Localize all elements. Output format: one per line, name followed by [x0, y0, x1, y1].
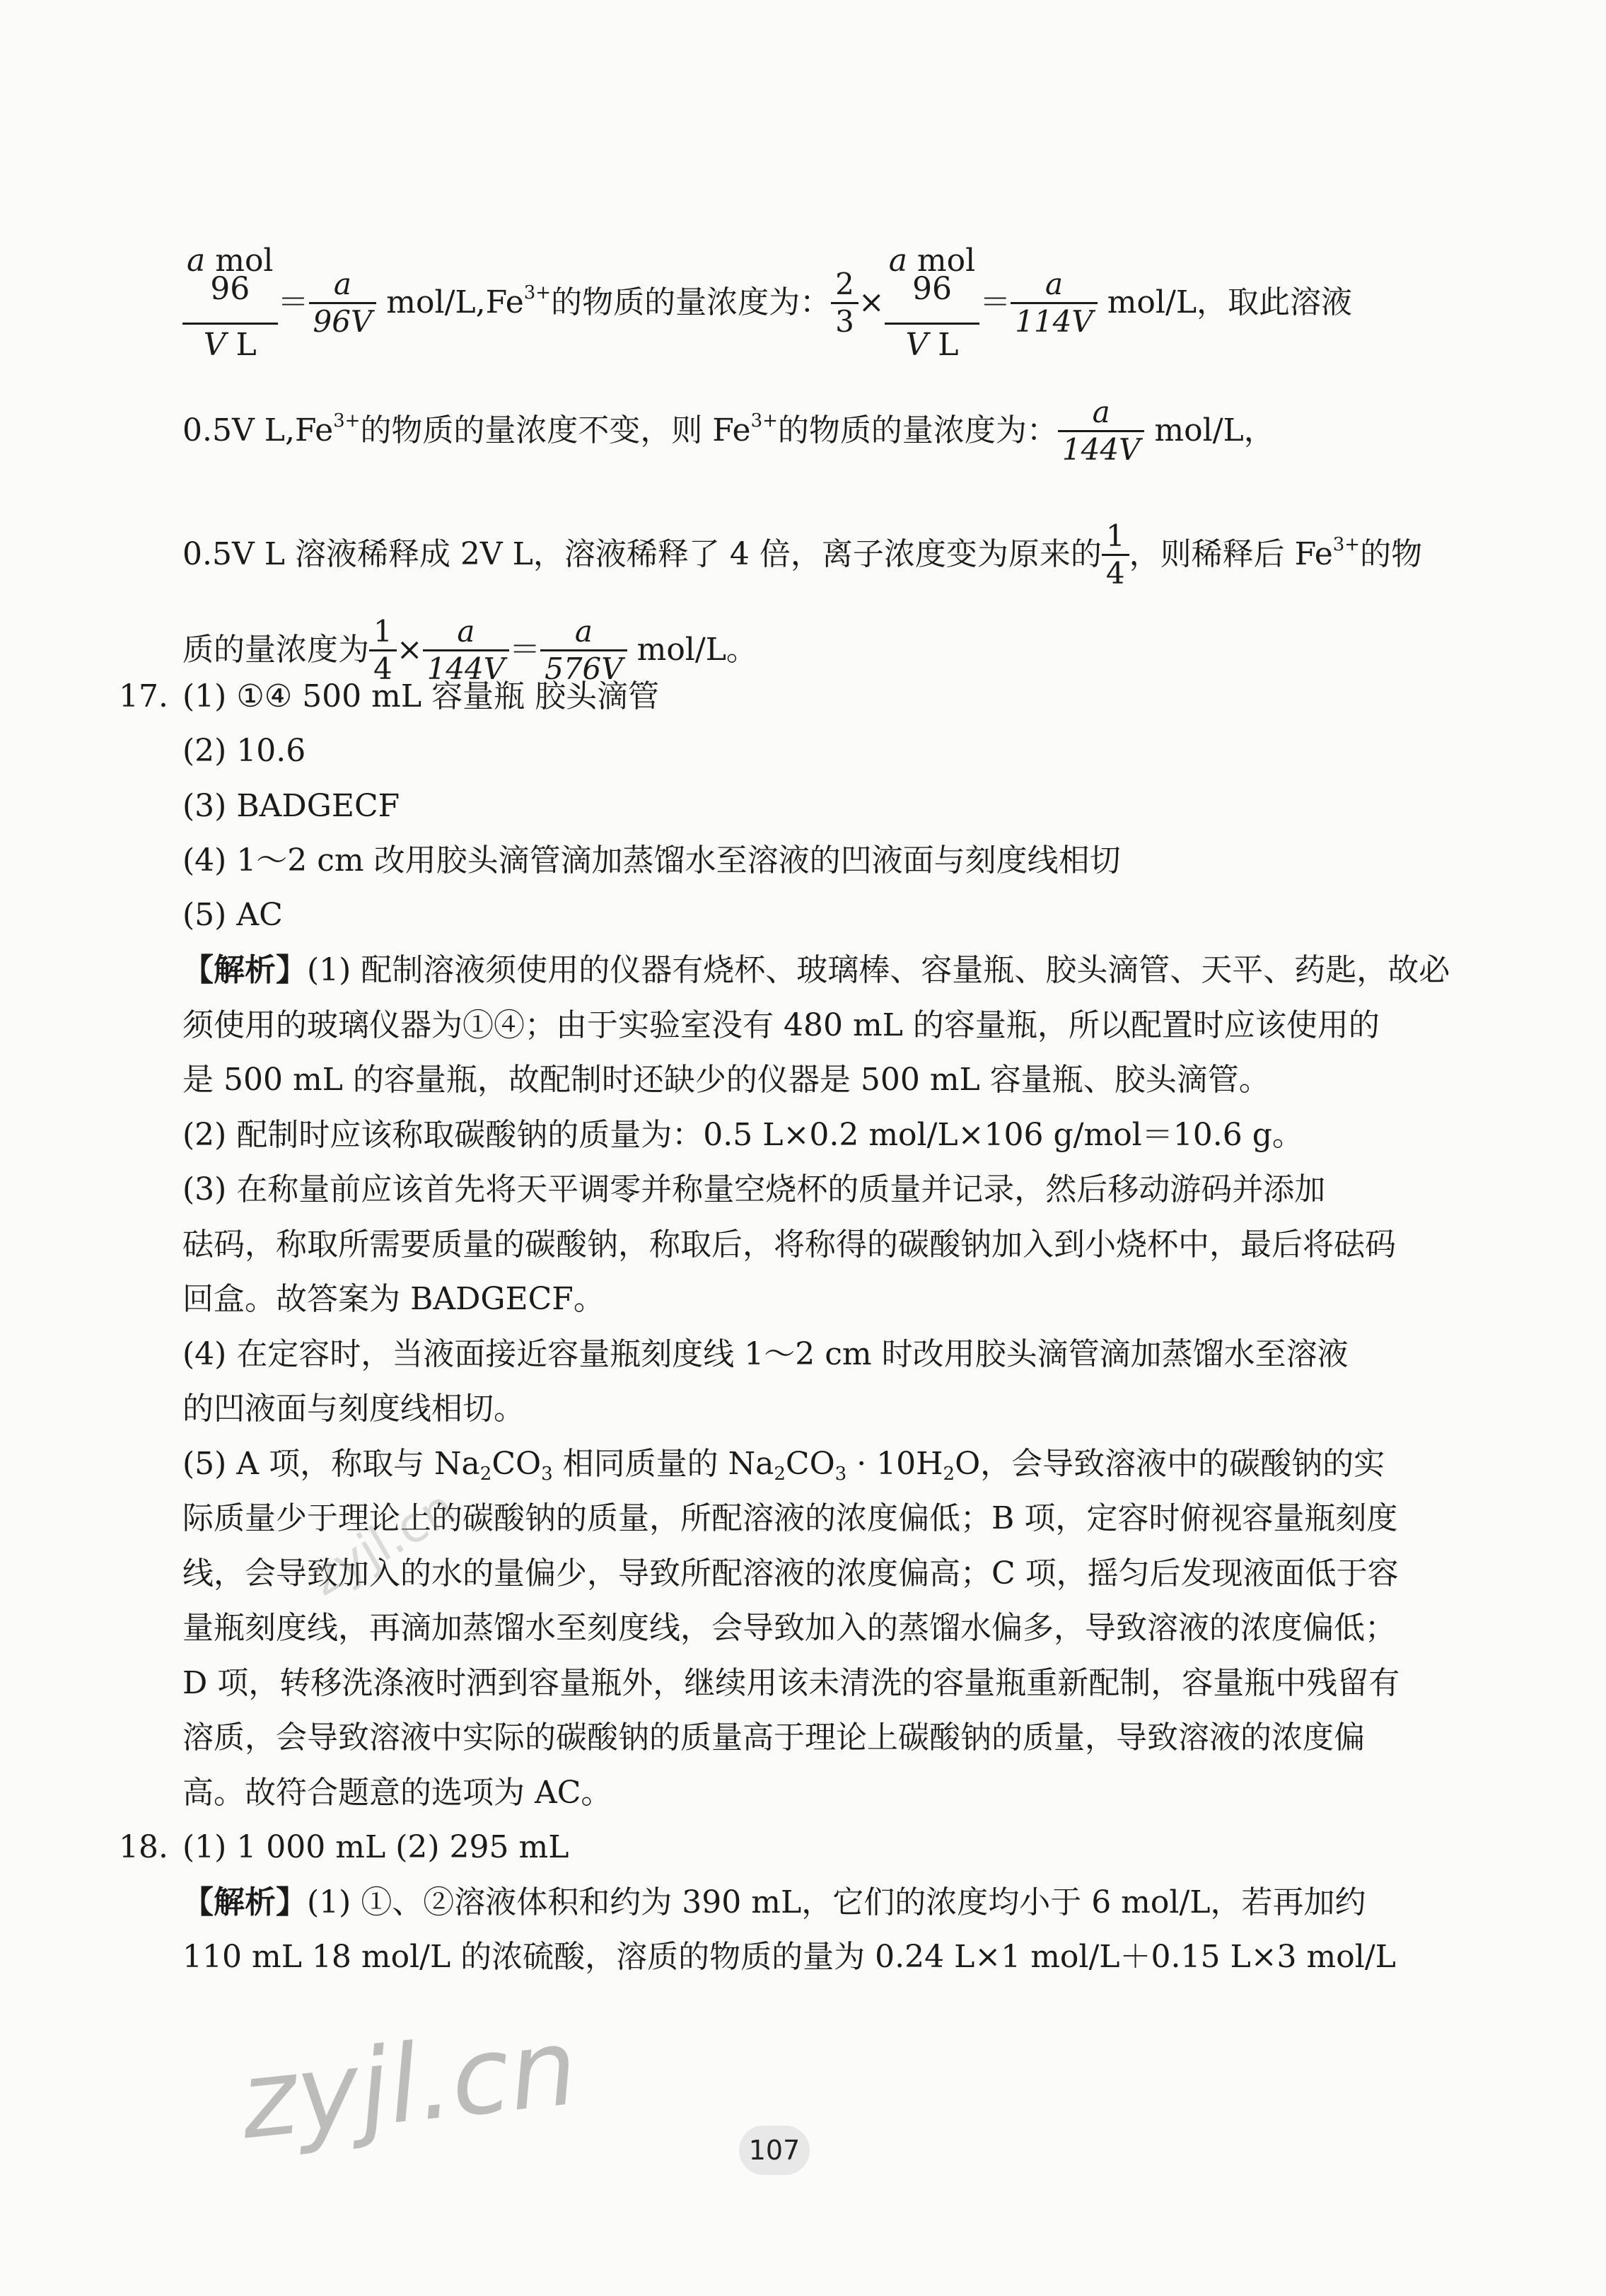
fraction: a mol 96 V L: [885, 240, 980, 366]
watermark-small: zyjl.cn: [300, 1478, 465, 1608]
explanation-line: D 项，转移洗涤液时洒到容量瓶外，继续用该未清洗的容量瓶重新配制，容量瓶中残留有: [182, 1665, 1400, 1701]
fraction: $\frac{a}{96V}$: [309, 267, 377, 340]
explanation-line: 砝码，称取所需要质量的碳酸钠，称取后，将称得的碳酸钠加入到小烧杯中，最后将砝码: [182, 1227, 1396, 1263]
solution-line-2: 0.5V $L,Fe^{3+}$的物质的量浓度不变，则 $Fe^{3+}$的物质的量浓度为： $\frac{a}{144V}$ mol/L，: [182, 395, 1275, 467]
answer-line: (1) ①④ 500 mL 容量瓶 胶头滴管: [182, 678, 660, 714]
fraction: $\frac{2}{3}$: [831, 267, 859, 340]
question-number: 18.: [119, 1829, 168, 1865]
explanation-line: 110 mL 18 mol/L 的浓硫酸，溶质的物质的量为 0.24 L×1 mol/L＋0.15 L×3 mol/L: [182, 1939, 1396, 1975]
explanation-line: 是 500 mL 的容量瓶，故配制时还缺少的仪器是 500 mL 容量瓶、胶头滴管。: [182, 1062, 1270, 1098]
explanation-line: 【解析】(1) ①、②溶液体积和约为 390 mL，它们的浓度均小于 6 mol/L，若再加约: [182, 1884, 1366, 1920]
explanation-line: 溶质，会导致溶液中实际的碳酸钠的质量高于理论上碳酸钠的质量，导致溶液的浓度偏: [182, 1720, 1365, 1756]
explanation-line: 际质量少于理论上的碳酸钠的质量，所配溶液的浓度偏低；B 项，定容时俯视容量瓶刻度: [182, 1500, 1398, 1536]
explanation-line: (3) 在称量前应该首先将天平调零并称量空烧杯的质量并记录，然后移动游码并添加: [182, 1171, 1326, 1207]
fraction: $\frac{a}{576V}$: [540, 614, 627, 687]
fraction: $\frac{1}{4}$: [1102, 518, 1129, 591]
answer-line: (3) BADGECF: [182, 788, 400, 824]
explanation-line: (4) 在定容时，当液面接近容量瓶刻度线 1～2 cm 时改用胶头滴管滴加蒸馏水至溶液: [182, 1336, 1349, 1372]
fraction: $\frac{a}{144V}$: [423, 614, 510, 687]
fraction: a mol 96 V L: [182, 240, 278, 366]
fraction: $\frac{a}{114V}$: [1011, 267, 1098, 340]
analysis-label: 【解析】: [182, 1884, 307, 1920]
explanation-line: (2) 配制时应该称取碳酸钠的质量为：0.5 L×0.2 mol/L×106 g/mol＝10.6 g。: [182, 1117, 1303, 1153]
answer-line: (2) 10.6: [182, 733, 306, 769]
explanation-line: (5) A 项，称取与 $Na_2CO_3$ 相同质量的 $Na_2CO_3 \cdot 10H_2O$，会导致溶液中的碳酸钠的实: [182, 1446, 1385, 1485]
explanation-line: 的凹液面与刻度线相切。: [182, 1391, 525, 1427]
explanation-line: 高。故符合题意的选项为 AC。: [182, 1775, 612, 1811]
explanation-line: 【解析】(1) 配制溶液须使用的仪器有烧杯、玻璃棒、容量瓶、胶头滴管、天平、药匙，故必: [182, 952, 1450, 988]
analysis-label: 【解析】: [182, 952, 307, 988]
watermark-large: zyjl.cn: [235, 2005, 583, 2164]
answer-line: (5) AC: [182, 897, 283, 933]
answer-line: (1) 1 000 mL (2) 295 mL: [182, 1829, 569, 1865]
question-number: 17.: [119, 678, 168, 714]
explanation-line: 须使用的玻璃仪器为①④；由于实验室没有 480 mL 的容量瓶，所以配置时应该使用的: [182, 1007, 1380, 1043]
explanation-line: 量瓶刻度线，再滴加蒸馏水至刻度线，会导致加入的蒸馏水偏多，导致溶液的浓度偏低；: [182, 1610, 1396, 1646]
solution-line-1: a mol 96 V L ＝ $\frac{a}{96V}$ mol/$L,Fe^{3+}$的物质的量浓度为： $\frac{2}{3}$ × a mol 96 V L ＝ $\frac{a}{114V}$ mol/L，取此溶液: [182, 242, 1352, 367]
solution-line-3: 0.5V L 溶液稀释成 2V L，溶液稀释了 4 倍，离子浓度变为原来的 $\frac{1}{4}$ ，则稀释后 $Fe^{3+}$的物: [182, 518, 1423, 591]
page-number: 107: [739, 2126, 810, 2175]
explanation-line: 线，会导致加入的水的量偏少，导致所配溶液的浓度偏高；C 项，摇匀后发现液面低于容: [182, 1555, 1399, 1591]
solution-line-4: 质的量浓度为 $\frac{1}{4}$ × $\frac{a}{144V}$ ＝ $\frac{a}{576V}$ mol/L。: [182, 614, 757, 686]
fraction: $\frac{a}{144V}$: [1058, 395, 1145, 468]
answer-line: (4) 1～2 cm 改用胶头滴管滴加蒸馏水至溶液的凹液面与刻度线相切: [182, 842, 1121, 879]
explanation-line: 回盒。故答案为 BADGECF。: [182, 1281, 605, 1317]
fraction: $\frac{1}{4}$: [369, 614, 397, 687]
